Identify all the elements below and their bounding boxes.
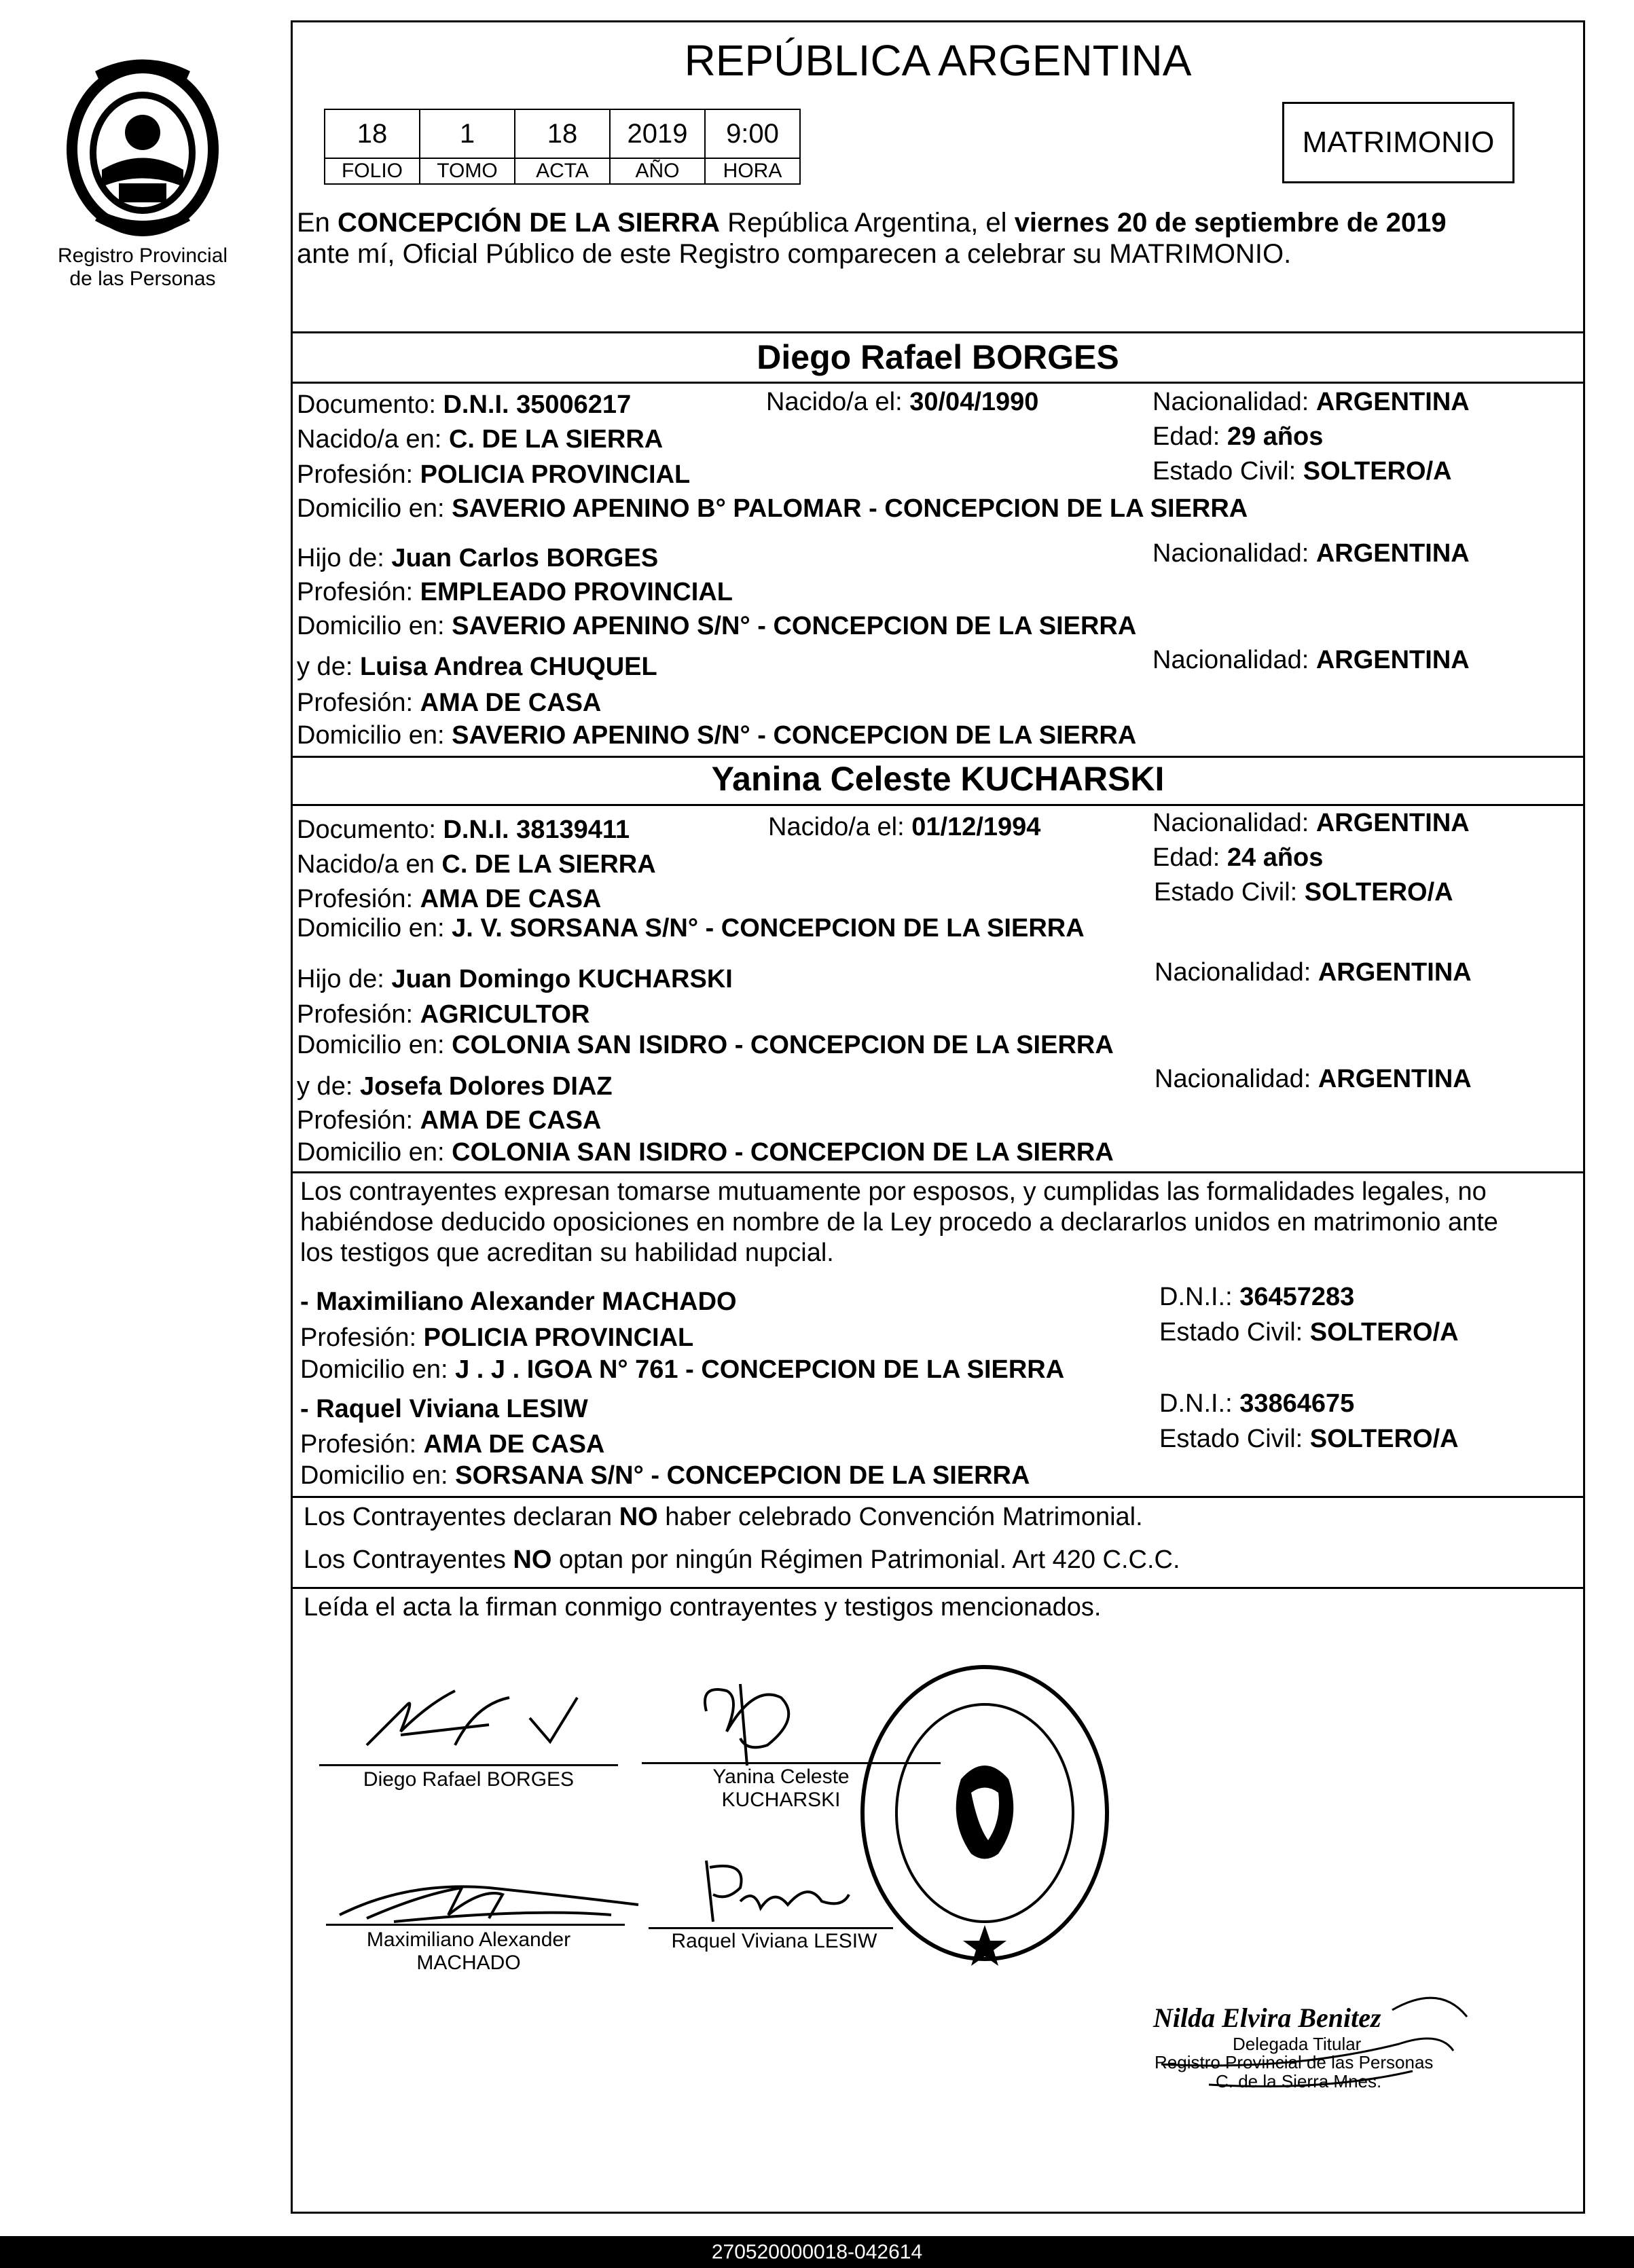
witness1-dni: D.N.I.: 36457283: [1159, 1283, 1355, 1311]
tomo-value: 1: [420, 109, 515, 158]
bride-age: Edad: 24 años: [1152, 843, 1324, 872]
groom-address: Domicilio en: SAVERIO APENINO B° PALOMAR - CONCEPCION DE LA SIERRA: [297, 494, 1248, 523]
groom-father-nationality: Nacionalidad: ARGENTINA: [1152, 539, 1470, 568]
acta-label: ACTA: [515, 158, 610, 184]
registry-caption-line2: de las Personas: [69, 268, 216, 290]
intro-line2: ante mí, Oficial Público de este Registro comparecen a celebrar su MATRIMONIO.: [297, 239, 1292, 269]
witness1-signature: [326, 1867, 652, 1928]
bride-birthdate: Nacido/a el: 01/12/1994: [768, 813, 1041, 841]
bride-signature-caption-1: Yanina Celeste: [712, 1766, 850, 1788]
registry-logo: [54, 51, 231, 241]
bride-name: Yanina Celeste KUCHARSKI: [711, 760, 1165, 798]
groom-nationality: Nacionalidad: ARGENTINA: [1152, 388, 1470, 416]
bride-nationality: Nacionalidad: ARGENTINA: [1152, 809, 1470, 837]
declaration-line1: Los contrayentes expresan tomarse mutuamente por esposos, y cumplidas las formalidades legales, no: [300, 1177, 1487, 1206]
divider: [291, 331, 1585, 333]
witness1-address: Domicilio en: J . J . IGOA N° 761 - CONCEPCION DE LA SIERRA: [300, 1355, 1065, 1384]
divider: [291, 1587, 1585, 1589]
acta-value: 18: [515, 109, 610, 158]
witness2-address: Domicilio en: SORSANA S/N° - CONCEPCION DE LA SIERRA: [300, 1461, 1030, 1490]
witness2-profession: Profesión: AMA DE CASA: [300, 1430, 605, 1459]
bride-signature: [686, 1670, 822, 1772]
folio-value: 18: [325, 109, 420, 158]
bride-father-address: Domicilio en: COLONIA SAN ISIDRO - CONCEPCION DE LA SIERRA: [297, 1031, 1114, 1059]
registry-caption-line1: Registro Provincial: [57, 244, 228, 267]
groom-mother-nationality: Nacionalidad: ARGENTINA: [1152, 646, 1470, 674]
groom-name: Diego Rafael BORGES: [757, 338, 1119, 376]
groom-document: Documento: D.N.I. 35006217: [297, 390, 632, 419]
bride-profession: Profesión: AMA DE CASA: [297, 885, 602, 913]
anio-value: 2019: [610, 109, 705, 158]
groom-signature-caption: Diego Rafael BORGES: [363, 1768, 575, 1791]
groom-mother-address: Domicilio en: SAVERIO APENINO S/N° - CONCEPCION DE LA SIERRA: [297, 721, 1137, 750]
bride-mother-profession: Profesión: AMA DE CASA: [297, 1106, 602, 1135]
record-table: [324, 109, 801, 185]
witness2-signature: [686, 1847, 863, 1928]
witness2-name: - Raquel Viviana LESIW: [300, 1395, 588, 1423]
groom-civil-status: Estado Civil: SOLTERO/A: [1152, 457, 1452, 486]
witness2-signature-caption: Raquel Viviana LESIW: [671, 1930, 877, 1952]
document-code-footer: 270520000018-042614: [0, 2236, 1634, 2268]
witness1-signature-caption-2: MACHADO: [416, 1952, 521, 1974]
groom-father-profession: Profesión: EMPLEADO PROVINCIAL: [297, 578, 733, 606]
bride-civil-status: Estado Civil: SOLTERO/A: [1154, 878, 1453, 907]
groom-mother: y de: Luisa Andrea CHUQUEL: [297, 653, 657, 681]
bride-father-profession: Profesión: AGRICULTOR: [297, 1000, 590, 1029]
convention-line2: Los Contrayentes NO optan por ningún Régimen Patrimonial. Art 420 C.C.C.: [304, 1545, 1180, 1574]
declaration-line3: los testigos que acreditan su habilidad nupcial.: [300, 1239, 834, 1267]
officer-place: C. de la Sierra Mnes.: [1216, 2071, 1382, 2091]
bride-address: Domicilio en: J. V. SORSANA S/N° - CONCEPCION DE LA SIERRA: [297, 914, 1085, 943]
witness2-civil-status: Estado Civil: SOLTERO/A: [1159, 1425, 1459, 1453]
tomo-label: TOMO: [420, 158, 515, 184]
groom-father: Hijo de: Juan Carlos BORGES: [297, 544, 659, 572]
witness1-signature-line: [326, 1924, 625, 1926]
witness1-signature-caption-1: Maximiliano Alexander: [366, 1928, 571, 1951]
divider: [291, 1171, 1585, 1173]
groom-age: Edad: 29 años: [1152, 422, 1324, 451]
certificate-type-box: MATRIMONIO: [1282, 102, 1514, 183]
reading-statement: Leída el acta la firman conmigo contrayentes y testigos mencionados.: [304, 1593, 1102, 1622]
page-title: REPÚBLICA ARGENTINA: [684, 36, 1192, 85]
groom-father-address: Domicilio en: SAVERIO APENINO S/N° - CONCEPCION DE LA SIERRA: [297, 612, 1137, 640]
groom-signature-line: [319, 1764, 618, 1766]
hora-label: HORA: [705, 158, 800, 184]
intro-line1: En CONCEPCIÓN DE LA SIERRA República Argentina, el viernes 20 de septiembre de 2019: [297, 208, 1447, 238]
hora-value: 9:00: [705, 109, 800, 158]
bride-birthplace: Nacido/a en C. DE LA SIERRA: [297, 850, 656, 879]
divider: [291, 1496, 1585, 1498]
bride-mother: y de: Josefa Dolores DIAZ: [297, 1072, 613, 1101]
groom-birthdate: Nacido/a el: 30/04/1990: [766, 388, 1039, 416]
witness1-profession: Profesión: POLICIA PROVINCIAL: [300, 1323, 694, 1352]
groom-signature: [353, 1677, 598, 1759]
divider: [291, 804, 1585, 806]
bride-father-nationality: Nacionalidad: ARGENTINA: [1155, 958, 1472, 987]
declaration-line2: habiéndose deducido oposiciones en nombre de la Ley procedo a declararlos unidos en matrimonio ante: [300, 1208, 1498, 1237]
groom-mother-profession: Profesión: AMA DE CASA: [297, 689, 602, 717]
divider: [291, 756, 1585, 758]
official-stamp: [852, 1657, 1117, 1969]
convention-line1: Los Contrayentes declaran NO haber celebrado Convención Matrimonial.: [304, 1503, 1143, 1531]
groom-birthplace: Nacido/a en: C. DE LA SIERRA: [297, 425, 664, 454]
divider: [291, 382, 1585, 384]
bride-document: Documento: D.N.I. 38139411: [297, 816, 630, 844]
witness2-dni: D.N.I.: 33864675: [1159, 1389, 1355, 1418]
witness1-name: - Maximiliano Alexander MACHADO: [300, 1287, 737, 1316]
groom-profession: Profesión: POLICIA PROVINCIAL: [297, 460, 691, 489]
officer-registry: Registro Provincial de las Personas: [1155, 2052, 1434, 2072]
provincial-seal-icon: [54, 51, 231, 241]
witness1-civil-status: Estado Civil: SOLTERO/A: [1159, 1318, 1459, 1347]
bride-mother-address: Domicilio en: COLONIA SAN ISIDRO - CONCEPCION DE LA SIERRA: [297, 1138, 1114, 1167]
folio-label: FOLIO: [325, 158, 420, 184]
officer-signature-name: Nilda Elvira Benitez: [1153, 2002, 1381, 2033]
bride-signature-caption-2: KUCHARSKI: [721, 1789, 841, 1811]
bride-father: Hijo de: Juan Domingo KUCHARSKI: [297, 965, 733, 993]
bride-mother-nationality: Nacionalidad: ARGENTINA: [1155, 1065, 1472, 1093]
anio-label: AÑO: [610, 158, 705, 184]
officer-title: Delegada Titular: [1233, 2034, 1362, 2054]
